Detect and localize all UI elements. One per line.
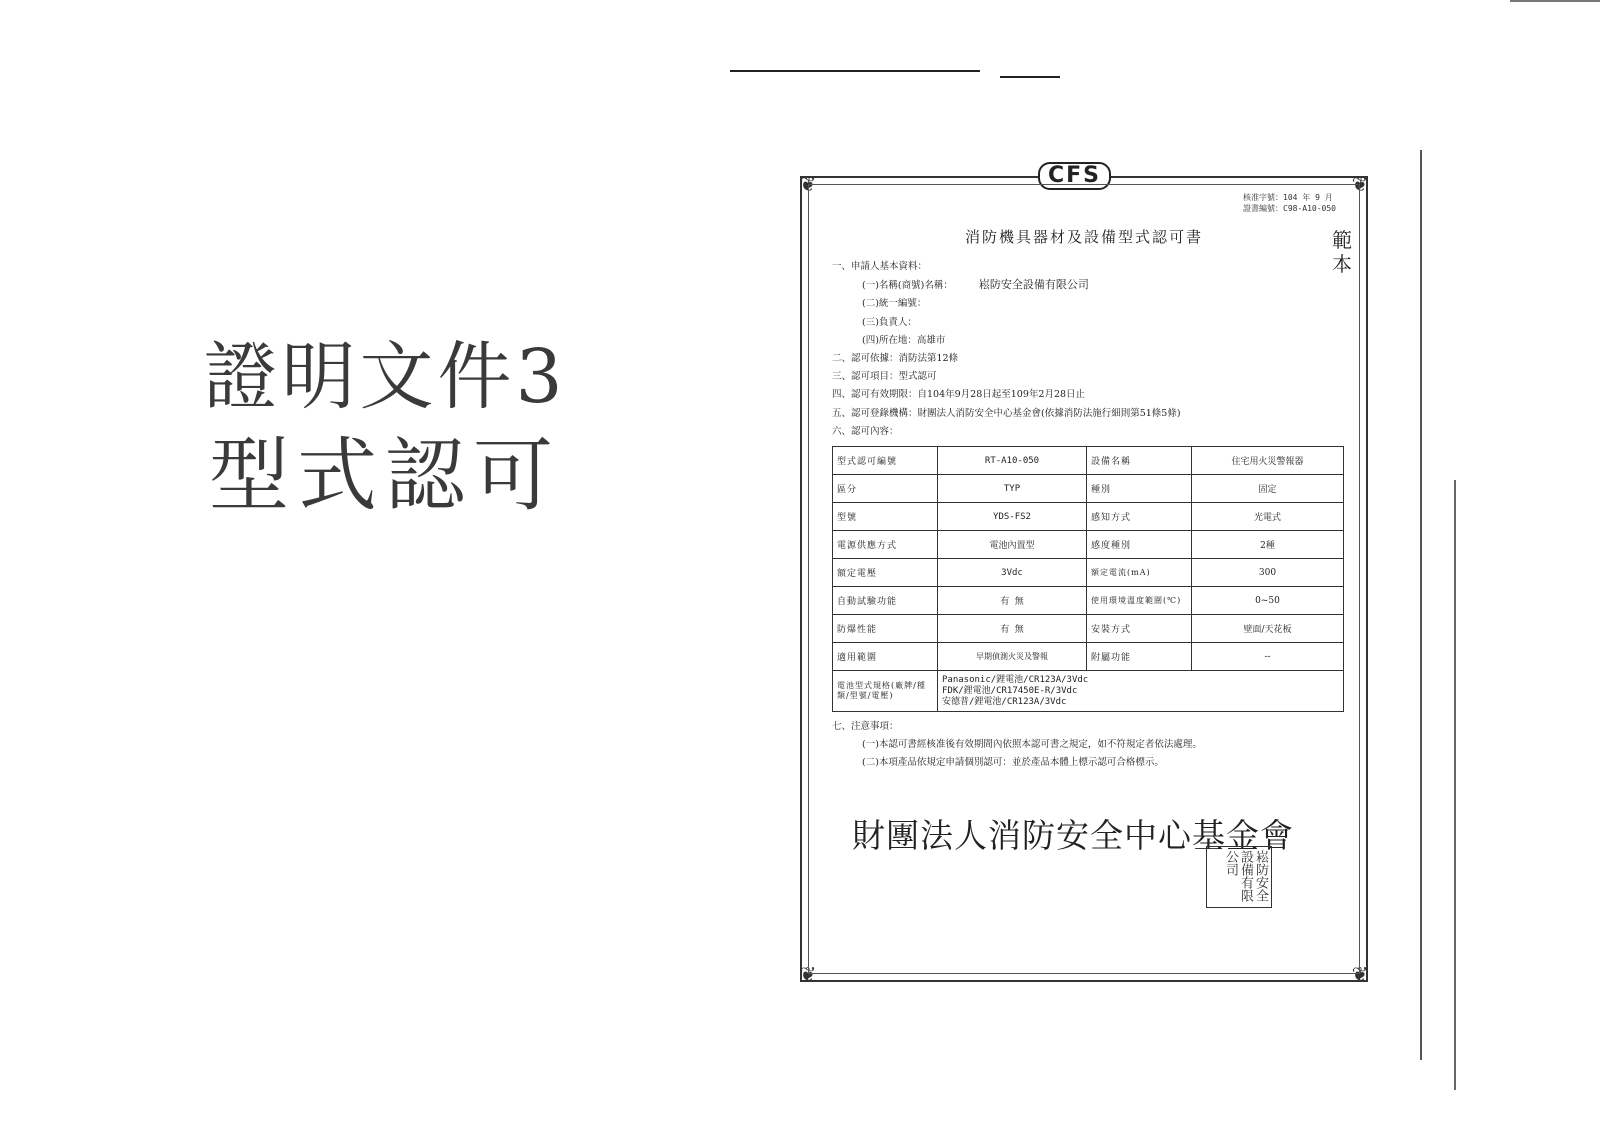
table-row (833, 615, 1344, 643)
spec-value: 0~50 (1192, 587, 1344, 615)
field-company (832, 276, 1332, 295)
scan-line-top-2 (1000, 76, 1060, 78)
spec-value: 固定 (1192, 475, 1344, 503)
spec-value: 光電式 (1192, 503, 1344, 531)
field-item1: 一、申請人基本資料： (832, 261, 928, 272)
spec-key: 型式認可編號 (833, 447, 938, 475)
spec-key: 電源供應方式 (833, 531, 938, 559)
spec-value: 住宅用火災警報器 (1192, 447, 1344, 475)
battery-value: FDK/鋰電池/CR17450E-R/3Vdc (942, 685, 1078, 696)
corner-ornament-icon: ❦ (1351, 172, 1369, 196)
doc-no-line2: 證書編號：C98-A10-050 (1243, 204, 1336, 213)
spec-value: 早期偵測火災及警報 (938, 643, 1087, 671)
company-seal-stamp: 崧防安全設備有限公司 (1206, 846, 1272, 908)
spec-key: 設備名稱 (1087, 447, 1192, 475)
spec-value: 2種 (1192, 531, 1344, 559)
field-item3: 三、認可項目：型式認可 (832, 371, 937, 383)
cover-title-line2: 型式認可 (209, 429, 561, 522)
cfs-logo: CFS (1038, 162, 1111, 190)
spec-value: 有 無 (938, 587, 1087, 615)
field-item4: 四、認可有效期限：自104年9月28日起至109年2月28日止 (832, 389, 1086, 401)
spec-key: 額定電流(mA) (1087, 559, 1192, 587)
spec-table (832, 446, 1344, 712)
company-label: (一)名稱(商號)名稱： (862, 280, 953, 292)
table-row (833, 447, 1344, 475)
scan-line-corner (1510, 0, 1600, 2)
spec-value: YDS-FS2 (938, 503, 1087, 531)
table-row (833, 643, 1344, 671)
spec-key: 防爆性能 (833, 615, 938, 643)
table-row (833, 587, 1344, 615)
issuing-foundation: 財團法人消防安全中心基金會 (852, 816, 1294, 855)
table-row (833, 503, 1344, 531)
spec-value: TYP (938, 475, 1087, 503)
table-row (833, 531, 1344, 559)
note-1: (一)本認可書經核准後有效期間內依照本認可書之規定，如不符規定者依法處理。 (862, 739, 1202, 750)
spec-key: 區分 (833, 475, 938, 503)
spec-key: 使用環境溫度範圍(℃) (1087, 587, 1192, 615)
notes (832, 718, 1202, 772)
table-row (833, 475, 1344, 503)
field-address: (四)所在地：高雄市 (862, 334, 946, 346)
spec-value: 3Vdc (938, 559, 1087, 587)
spec-value: 電池內置型 (938, 531, 1087, 559)
field-item5: 五、認可登錄機構：財團法人消防安全中心基金會(依據消防法施行細則第51條5條) (832, 407, 1181, 419)
certificate-title: 消防機具器材及設備型式認可書 (964, 228, 1203, 246)
table-row (833, 671, 1344, 712)
company-value: 崧防安全設備有限公司 (978, 278, 1089, 292)
spec-key: 額定電壓 (833, 559, 938, 587)
certificate-fields (832, 258, 1332, 441)
spec-value: RT-A10-050 (938, 447, 1087, 475)
doc-no-line1: 核准字號：104 年 9 月 (1243, 193, 1333, 202)
spec-value: -- (1192, 643, 1344, 671)
corner-ornament-icon: ❦ (1351, 962, 1369, 986)
table-row (833, 559, 1344, 587)
spec-key: 種別 (1087, 475, 1192, 503)
corner-ornament-icon: ❦ (799, 172, 817, 196)
sample-mark: 範本 (1332, 228, 1352, 276)
spec-key: 安裝方式 (1087, 615, 1192, 643)
field-item2: 二、認可依據：消防法第12條 (832, 353, 959, 365)
spec-key: 感度種別 (1087, 531, 1192, 559)
spec-value: 300 (1192, 559, 1344, 587)
document-number (1243, 192, 1336, 214)
battery-value: 安德普/鋰電池/CR123A/3Vdc (942, 696, 1067, 707)
field-item6: 六、認可內容： (832, 425, 899, 437)
battery-values (938, 671, 1344, 712)
certificate (799, 163, 1369, 986)
spec-key: 感知方式 (1087, 503, 1192, 531)
field-agency: (二)統一編號： (862, 298, 927, 310)
spec-value: 壁面/天花板 (1192, 615, 1344, 643)
battery-value: Panasonic/鋰電池/CR123A/3Vdc (942, 674, 1089, 685)
notes-heading: 七、注意事項： (832, 721, 899, 732)
spec-key: 適用範圍 (833, 643, 938, 671)
scan-line-top (730, 70, 980, 72)
cover-title (150, 330, 620, 526)
field-owner: (三)負責人： (862, 316, 917, 328)
cover-title-line1: 證明文件3 (203, 334, 567, 420)
spec-key: 附屬功能 (1087, 643, 1192, 671)
scan-line-right (1420, 150, 1422, 1060)
spec-value: 有 無 (938, 615, 1087, 643)
battery-label: 電池型式規格(廠牌/種類/型號/電壓) (833, 671, 938, 712)
spec-key: 自動試驗功能 (833, 587, 938, 615)
note-2: (二)本項產品依規定申請個別認可：並於產品本體上標示認可合格標示。 (862, 757, 1164, 768)
corner-ornament-icon: ❦ (799, 962, 817, 986)
scan-line-right-2 (1454, 480, 1456, 1090)
spec-key: 型號 (833, 503, 938, 531)
